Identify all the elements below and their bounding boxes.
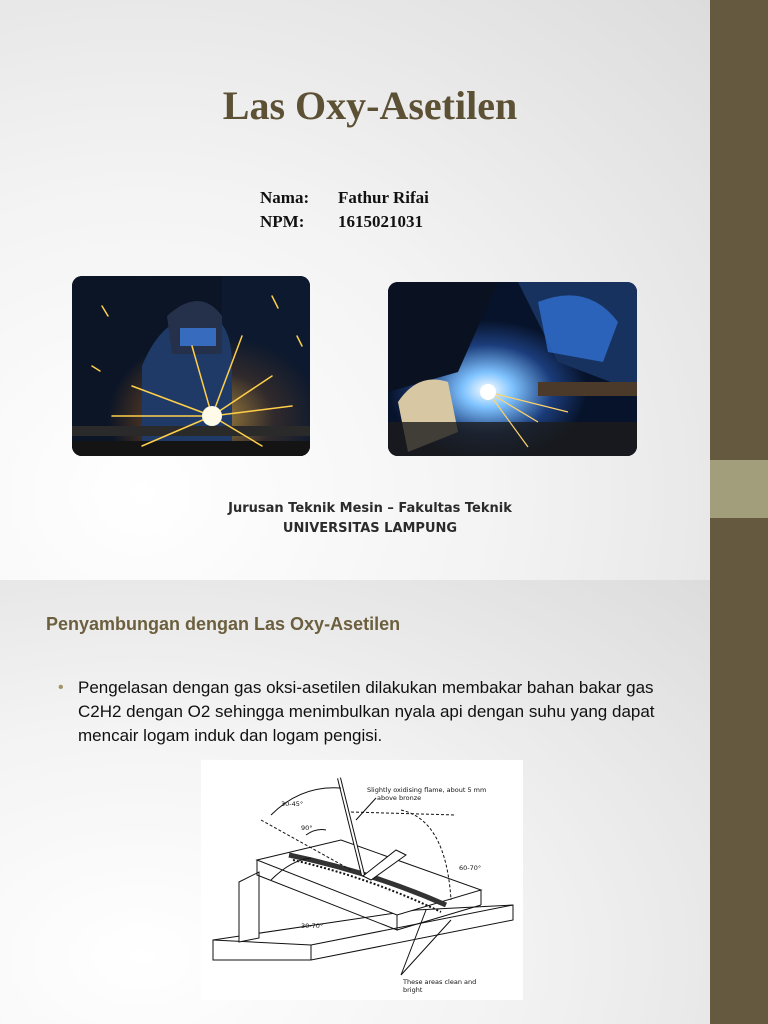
name-row [260,186,429,210]
diagram-angle-60-70: 60-70° [459,864,482,872]
welding-photo-1 [72,276,310,456]
npm-value: 1615021031 [338,212,423,231]
welding-photo-2 [388,282,637,456]
bullet-text: Pengelasan dengan gas oksi-asetilen dilakukan membakar bahan bakar gas C2H2 dengan O2 sehingga menimbulkan nyala api dengan suhu yang dapat mencair logam induk dan logam pengisi. [78,678,655,745]
npm-label: NPM: [260,212,305,231]
sidebar-accent [710,460,768,518]
diagram-angle-90: 90° [301,824,313,832]
npm-row [260,210,429,234]
section-heading: Penyambungan dengan Las Oxy-Asetilen [46,614,401,634]
student-info [260,186,429,234]
name-label: Nama: [260,188,310,207]
diagram-label-clean-2: bright [403,986,423,994]
bullet-marker: • [58,679,64,696]
name-value: Fathur Rifai [338,188,429,207]
slide-title-text: Las Oxy-Asetilen [222,83,518,128]
diagram-label-flame-2: above bronze [377,794,422,802]
diagram-label-flame: Slightly oxidising flame, about 5 mm [367,786,487,794]
diagram-label-clean: These areas clean and [403,978,477,986]
department-text: Jurusan Teknik Mesin – Fakultas Teknik [228,501,512,516]
slide-content [0,580,710,1024]
welding-diagram [201,760,523,1000]
bullet-item [58,676,683,748]
university-text: UNIVERSITAS LAMPUNG [282,521,458,536]
diagram-angle-30-45: 30-45° [281,800,304,808]
diagram-angle-30-70: 30-70° [301,922,324,930]
